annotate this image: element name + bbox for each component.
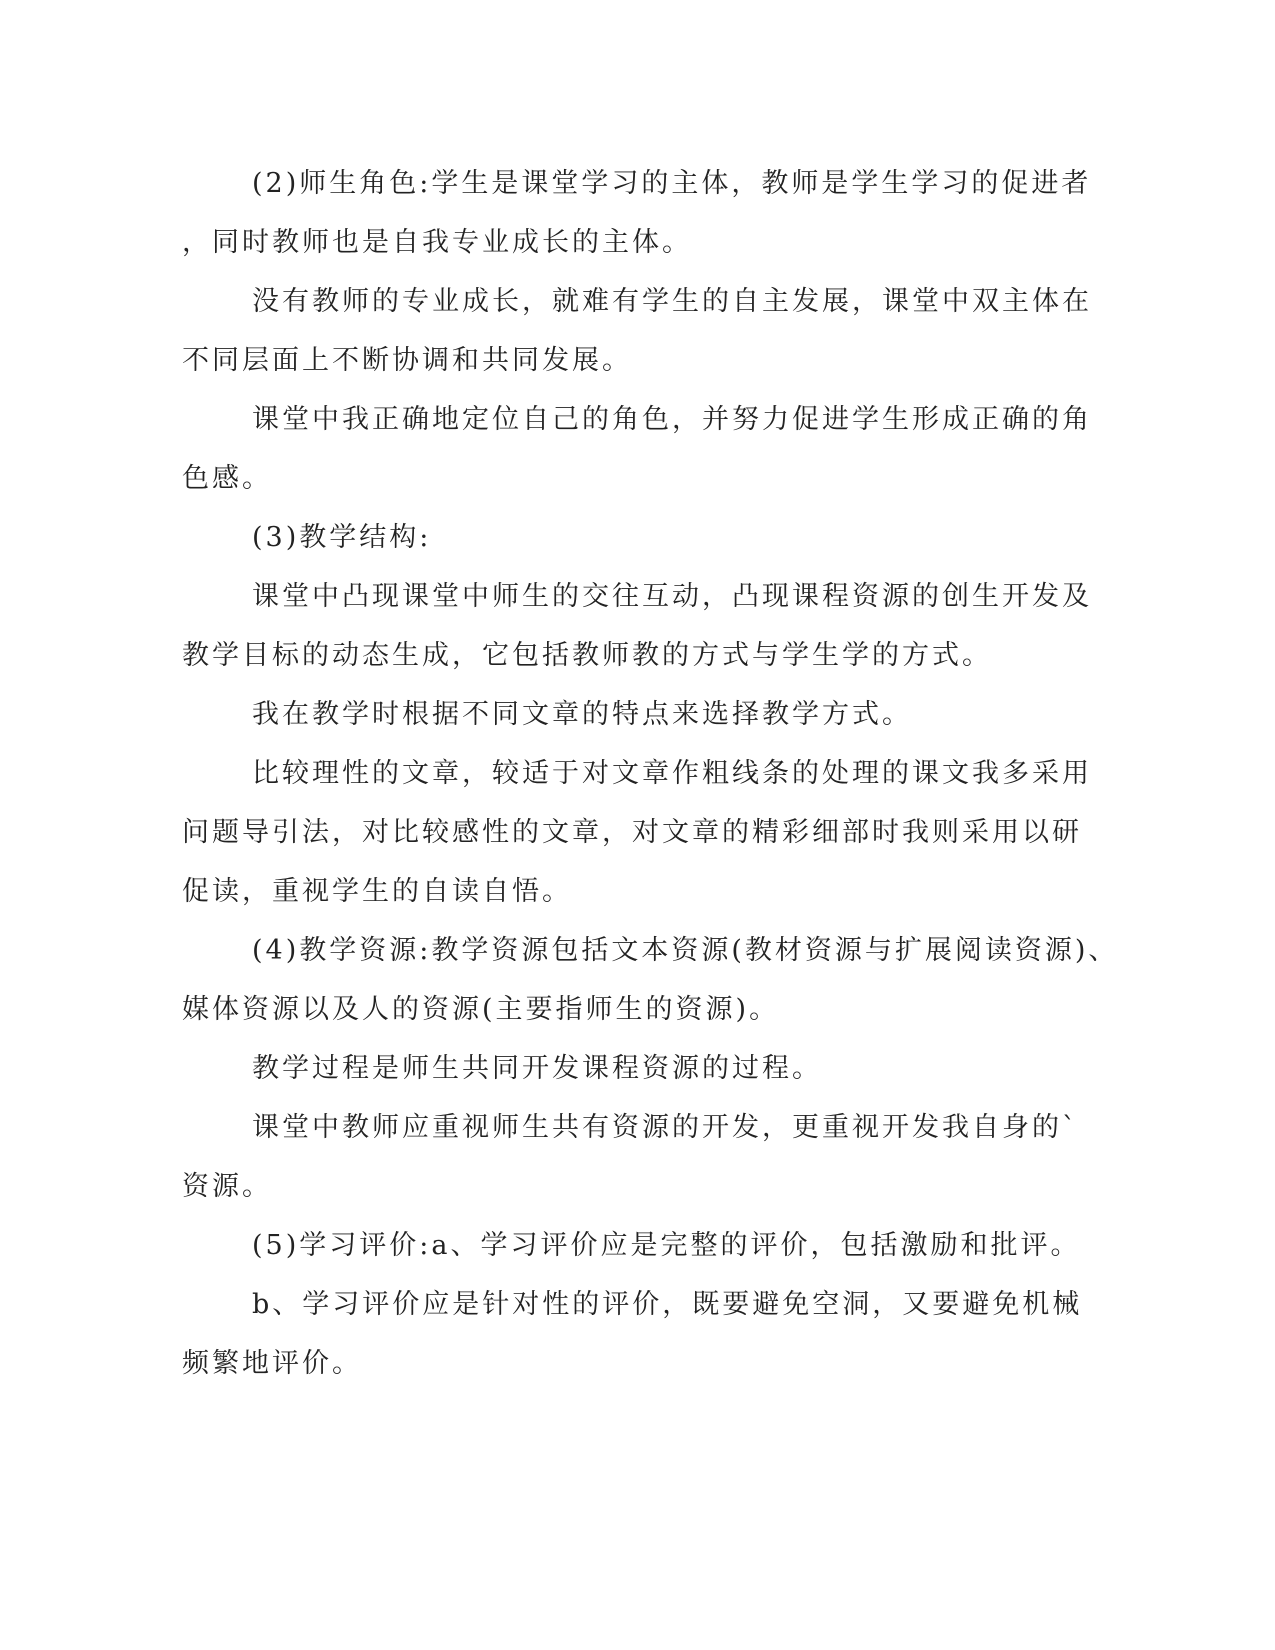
paragraph [182, 272, 1092, 390]
text-line: 促读，重视学生的自读自悟。 [182, 876, 572, 907]
paragraph [182, 390, 1092, 508]
section-heading [182, 508, 1048, 567]
text-line: 媒体资源以及人的资源(主要指师生的资源)。 [182, 994, 780, 1025]
text-line: (3)教学结构: [252, 522, 432, 553]
text-line: 我在教学时根据不同文章的特点来选择教学方式。 [252, 699, 912, 730]
paragraph [182, 685, 1048, 744]
text-line: ，同时教师也是自我专业成长的主体。 [182, 227, 692, 258]
text-line: (4)教学资源:教学资源包括文本资源(教材资源与扩展阅读资源)、 [252, 935, 1119, 966]
text-line: 没有教师的专业成长，就难有学生的自主发展，课堂中双主体在 [252, 286, 1092, 317]
body-text [182, 154, 1119, 1393]
text-line: 不同层面上不断协调和共同发展。 [182, 345, 632, 376]
text-line: (5)学习评价:a、学习评价应是完整的评价，包括激励和批评。 [252, 1230, 1081, 1261]
paragraph [182, 1039, 1048, 1098]
text-line: 比较理性的文章，较适于对文章作粗线条的处理的课文我多采用 [252, 758, 1092, 789]
paragraph [182, 1275, 1083, 1393]
text-line: 问题导引法，对比较感性的文章，对文章的精彩细部时我则采用以研 [182, 817, 1082, 848]
text-line: 教学过程是师生共同开发课程资源的过程。 [252, 1053, 822, 1084]
text-line: 课堂中我正确地定位自己的角色，并努力促进学生形成正确的角 [252, 404, 1092, 435]
text-line: 色感。 [182, 463, 272, 494]
paragraph [182, 154, 1092, 272]
paragraph [182, 921, 1119, 1039]
text-line: 资源。 [182, 1171, 272, 1202]
text-line: 教学目标的动态生成，它包括教师教的方式与学生学的方式。 [182, 640, 992, 671]
text-line: b、学习评价应是针对性的评价，既要避免空洞，又要避免机械 [252, 1289, 1083, 1320]
paragraph [182, 1098, 1079, 1216]
text-line: 课堂中凸现课堂中师生的交往互动，凸现课程资源的创生开发及 [252, 581, 1092, 612]
paragraph [182, 744, 1092, 921]
text-line: 课堂中教师应重视师生共有资源的开发，更重视开发我自身的` [252, 1112, 1079, 1143]
paragraph [182, 567, 1092, 685]
text-line: (2)师生角色:学生是课堂学习的主体，教师是学生学习的促进者 [252, 168, 1092, 199]
paragraph [182, 1216, 1081, 1275]
text-line: 频繁地评价。 [182, 1348, 362, 1379]
